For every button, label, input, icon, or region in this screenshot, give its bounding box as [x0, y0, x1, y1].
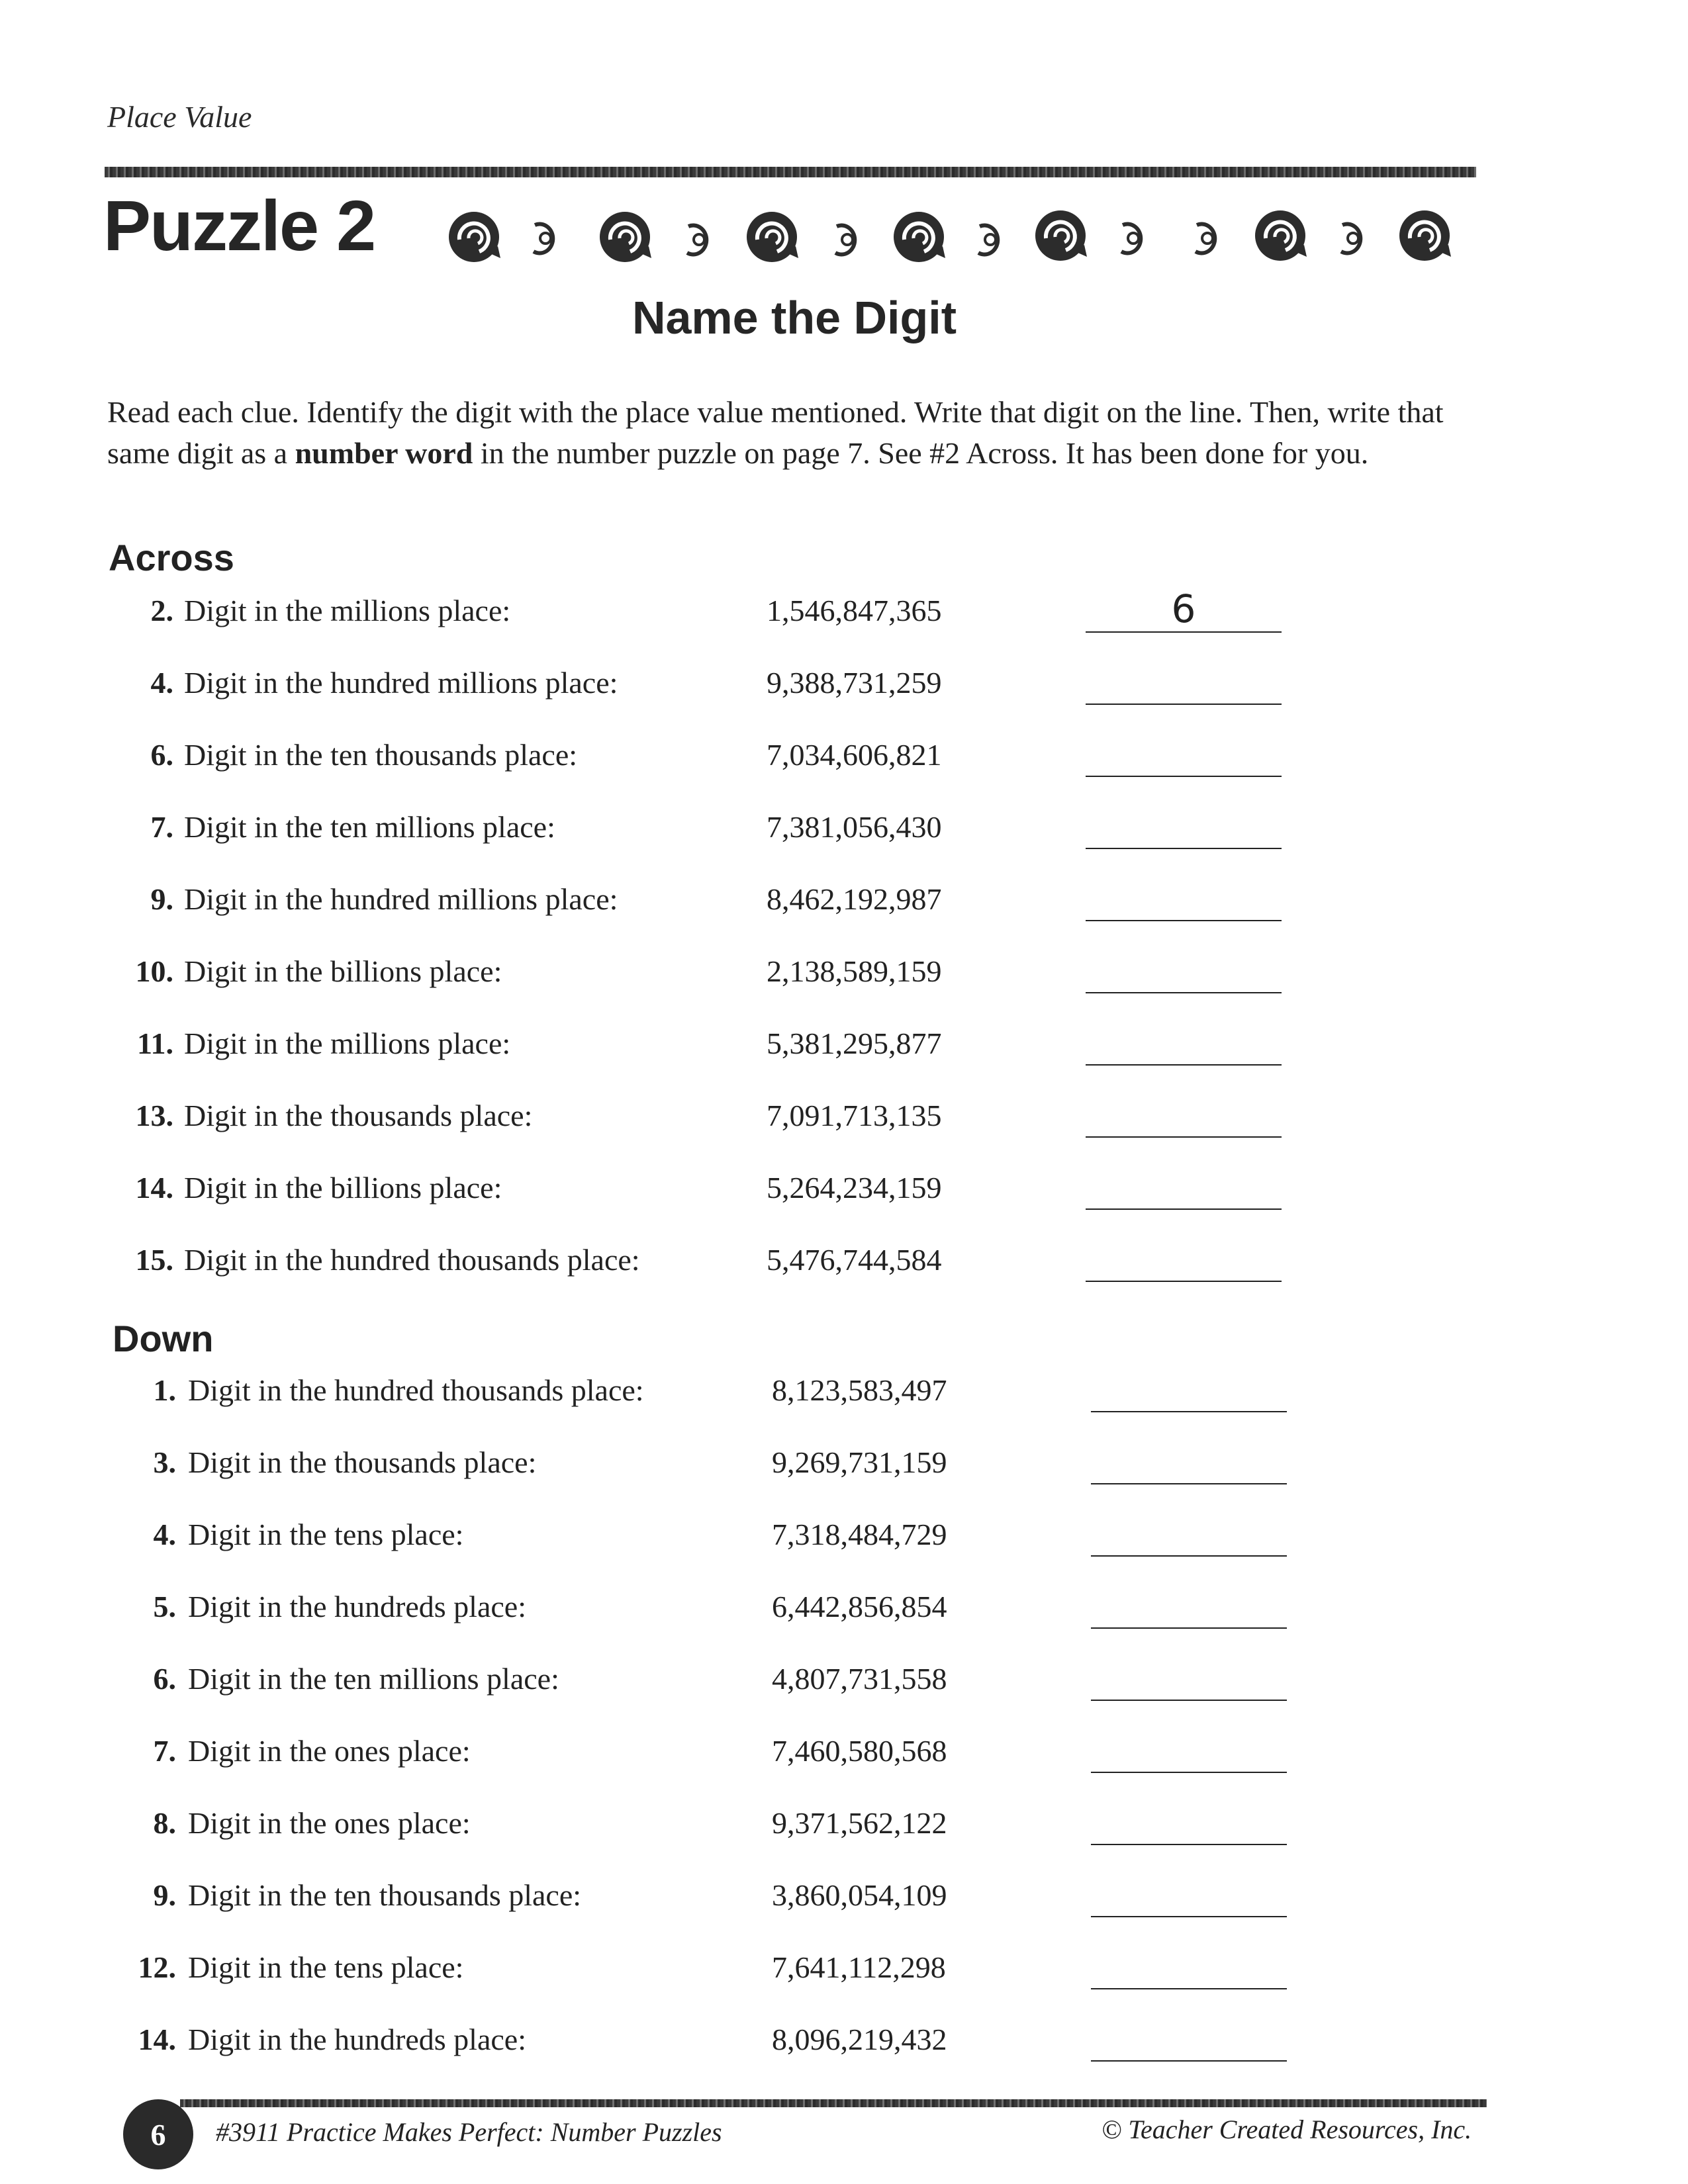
swirl-icon: [1196, 224, 1215, 253]
clue-number-value: 9,371,562,122: [772, 1806, 947, 1840]
clue-row: [0, 1170, 1688, 1216]
clue-row: [0, 1805, 1688, 1852]
clue-number-value: 2,138,589,159: [767, 954, 942, 988]
clue-text: Digit in the ten millions place:: [188, 1662, 559, 1696]
clue-number-value: 6,442,856,854: [772, 1590, 947, 1623]
instructions: [107, 392, 1464, 474]
clue-row: [0, 1661, 1688, 1707]
answer-line[interactable]: [1091, 1411, 1287, 1412]
answer-line[interactable]: [1091, 1916, 1287, 1917]
clue-row: [0, 737, 1688, 784]
clue-row: [0, 1878, 1688, 1924]
clue-text: Digit in the ten millions place:: [184, 810, 555, 844]
clue-number: 2.: [150, 594, 173, 627]
clue-number-value: 9,388,731,259: [767, 666, 942, 700]
clue-text: Digit in the hundreds place:: [188, 2023, 526, 2056]
swirl-icon: [978, 225, 998, 254]
down-heading: Down: [113, 1318, 214, 1359]
answer-line[interactable]: [1086, 1064, 1282, 1066]
swirl-border-decoration: [445, 205, 1477, 269]
clue-row: [0, 1445, 1688, 1491]
clue-row: [0, 1517, 1688, 1563]
clue-number: 7.: [153, 1734, 176, 1768]
clue-row: [0, 1098, 1688, 1144]
answer-line[interactable]: [1091, 1483, 1287, 1484]
answer-line[interactable]: [1091, 1988, 1287, 1989]
clue-row: [0, 954, 1688, 1000]
clue-row: [0, 2022, 1688, 2068]
clue-number-value: 7,318,484,729: [772, 1518, 947, 1551]
swirl-icon: [1399, 210, 1451, 261]
clue-number: 14.: [135, 1171, 173, 1205]
clue-text: Digit in the hundred millions place:: [184, 882, 618, 916]
clue-number: 6.: [153, 1662, 176, 1696]
puzzle-title: Puzzle 2: [103, 185, 375, 265]
answer-line[interactable]: [1086, 1136, 1282, 1138]
answer-line[interactable]: [1091, 1700, 1287, 1701]
clue-text: Digit in the hundreds place:: [188, 1590, 526, 1623]
instructions-emphasis: number word: [295, 436, 473, 470]
clue-number-value: 8,096,219,432: [772, 2023, 947, 2056]
clue-row: [0, 586, 1688, 639]
across-heading: Across: [109, 537, 234, 578]
swirl-icon: [747, 212, 798, 262]
clue-text: Digit in the hundred thousands place:: [188, 1373, 644, 1407]
swirl-icon: [534, 224, 553, 253]
clue-number-value: 5,264,234,159: [767, 1171, 942, 1205]
clue-number-value: 4,807,731,558: [772, 1662, 947, 1696]
clue-number-value: 7,091,713,135: [767, 1099, 942, 1132]
clue-text: Digit in the thousands place:: [188, 1445, 537, 1479]
clue-row: [0, 1589, 1688, 1635]
clue-row: [0, 1950, 1688, 1996]
clue-text: Digit in the ones place:: [188, 1806, 471, 1840]
clue-number: 12.: [138, 1950, 176, 1984]
page-subtitle: Name the Digit: [632, 292, 957, 343]
clue-number-value: 7,641,112,298: [772, 1950, 946, 1984]
clue-number: 8.: [153, 1806, 176, 1840]
clue-text: Digit in the tens place:: [188, 1950, 464, 1984]
answer-line[interactable]: [1091, 1627, 1287, 1629]
clue-number-value: 7,460,580,568: [772, 1734, 947, 1768]
clue-number: 13.: [135, 1099, 173, 1132]
clue-text: Digit in the ten thousands place:: [184, 738, 578, 772]
instructions-text-end: in the number puzzle on page 7. See #2 Across. It has been done for you.: [473, 436, 1369, 470]
clue-number-value: 1,546,847,365: [767, 594, 942, 627]
answer-line[interactable]: [1091, 2060, 1287, 2062]
clue-number-value: 7,034,606,821: [767, 738, 942, 772]
clue-number: 7.: [150, 810, 173, 844]
clue-number-value: 7,381,056,430: [767, 810, 942, 844]
clue-number: 5.: [153, 1590, 176, 1623]
clue-number-value: 9,269,731,159: [772, 1445, 947, 1479]
clue-number: 1.: [153, 1373, 176, 1407]
publisher-credit: © Teacher Created Resources, Inc.: [1102, 2115, 1472, 2144]
header-rule: [105, 167, 1476, 177]
swirl-icon: [1255, 210, 1307, 261]
clue-number: 9.: [153, 1878, 176, 1912]
clue-row: [0, 1026, 1688, 1072]
clue-text: Digit in the ten thousands place:: [188, 1878, 582, 1912]
clue-number-value: 3,860,054,109: [772, 1878, 947, 1912]
clue-number: 15.: [135, 1243, 173, 1277]
swirl-icon: [894, 212, 945, 262]
clue-number-value: 5,476,744,584: [767, 1243, 942, 1277]
footer-rule: [180, 2099, 1487, 2107]
clue-number: 4.: [150, 666, 173, 700]
clue-text: Digit in the hundred millions place:: [184, 666, 618, 700]
answer-line[interactable]: [1086, 1281, 1282, 1282]
clue-row: [0, 1733, 1688, 1780]
clue-text: Digit in the billions place:: [184, 1171, 502, 1205]
swirl-icon: [449, 212, 500, 262]
clue-text: Digit in the billions place:: [184, 954, 502, 988]
clue-row: [0, 665, 1688, 711]
page-number-badge: 6: [123, 2099, 193, 2169]
answer-line[interactable]: [1086, 920, 1282, 921]
clue-text: Digit in the tens place:: [188, 1518, 464, 1551]
clue-number: 6.: [150, 738, 173, 772]
clue-number-value: 8,123,583,497: [772, 1373, 947, 1407]
answer-line[interactable]: [1086, 631, 1282, 633]
swirl-icon: [1341, 224, 1360, 253]
clue-number: 9.: [150, 882, 173, 916]
answer-line[interactable]: [1086, 992, 1282, 993]
swirl-icon: [835, 225, 855, 254]
swirl-icon: [687, 225, 706, 254]
clue-number-value: 5,381,295,877: [767, 1026, 942, 1060]
book-title: #3911 Practice Makes Perfect: Number Puzzles: [216, 2117, 722, 2147]
answer-line[interactable]: [1091, 1555, 1287, 1557]
swirl-icon: [1121, 224, 1141, 253]
clue-number-value: 8,462,192,987: [767, 882, 942, 916]
clue-row: [0, 809, 1688, 856]
clue-number: 10.: [135, 954, 173, 988]
instructions-text: Read each clue. Identify the digit with the place value mentioned. Write that digit on the line. Then, write that same digit as a: [107, 395, 1444, 470]
clue-text: Digit in the millions place:: [184, 1026, 511, 1060]
clue-number: 11.: [137, 1026, 173, 1060]
clue-text: Digit in the hundred thousands place:: [184, 1243, 640, 1277]
clue-text: Digit in the thousands place:: [184, 1099, 533, 1132]
answer-line[interactable]: [1086, 776, 1282, 777]
answer-line[interactable]: [1091, 1772, 1287, 1773]
clue-row: [0, 1373, 1688, 1419]
section-label: Place Value: [107, 100, 252, 134]
answer-line[interactable]: [1091, 1844, 1287, 1845]
answer-line[interactable]: [1086, 704, 1282, 705]
clue-text: Digit in the ones place:: [188, 1734, 471, 1768]
clue-number: 3.: [153, 1445, 176, 1479]
answer-line[interactable]: [1086, 848, 1282, 849]
clue-text: Digit in the millions place:: [184, 594, 511, 627]
answer-line[interactable]: [1086, 1208, 1282, 1210]
clue-row: [0, 882, 1688, 928]
clue-row: [0, 1242, 1688, 1289]
swirl-icon: [1035, 210, 1087, 261]
clue-number: 14.: [138, 2023, 176, 2056]
clue-number: 4.: [153, 1518, 176, 1551]
answer-text: 6: [1171, 586, 1196, 631]
swirl-icon: [600, 212, 651, 262]
